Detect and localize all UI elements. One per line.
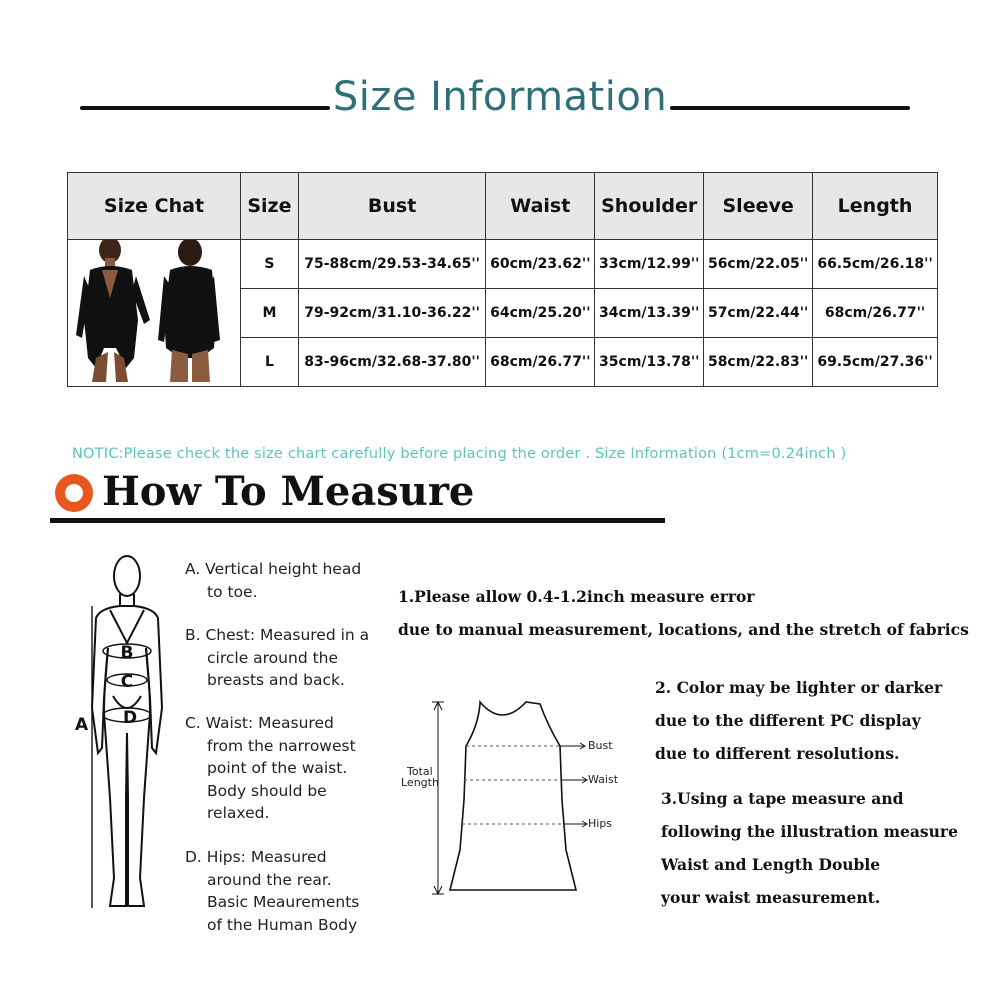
cell-size: L — [241, 338, 299, 387]
label-b: B — [120, 643, 134, 663]
step-d-rest: around the rear. Basic Meaurements of the Human Body — [207, 870, 360, 934]
header-length: Length — [813, 173, 938, 240]
cell-shoulder: 34cm/13.39'' — [595, 289, 704, 338]
cell-size: M — [241, 289, 299, 338]
bust-label: Bust — [588, 739, 613, 752]
note-1-line-2: due to manual measurement, locations, and the stretch of fabrics — [398, 620, 969, 639]
step-b-first: B. Chest: Measured in a — [185, 626, 370, 644]
note-2-line-3: due to different resolutions. — [655, 744, 900, 763]
cell-waist: 60cm/23.62'' — [486, 240, 595, 289]
how-to-measure-underline — [50, 518, 665, 523]
note-1-line-1: 1.Please allow 0.4-1.2inch measure error — [398, 587, 755, 606]
hips-label: Hips — [588, 817, 613, 830]
step-c-first: C. Waist: Measured — [185, 714, 334, 732]
notice-text: NOTIC:Please check the size chart carefully before placing the order . Size Information (1cm=0.24inch ) — [72, 446, 847, 462]
note-3-line-1: 3.Using a tape measure and — [661, 789, 904, 808]
note-3-line-3: Waist and Length Double — [661, 855, 881, 874]
dress-diagram — [398, 690, 630, 904]
header-bust: Bust — [298, 173, 486, 240]
table-row — [68, 240, 938, 289]
step-d-first: D. Hips: Measured — [185, 848, 327, 866]
how-to-measure-title: How To Measure — [102, 468, 475, 515]
table-header-row — [68, 173, 938, 240]
step-a — [185, 558, 385, 603]
size-table — [67, 172, 938, 387]
cell-waist: 68cm/26.77'' — [486, 338, 595, 387]
header-size: Size — [241, 173, 299, 240]
cell-sleeve: 57cm/22.44'' — [704, 289, 813, 338]
body-outline-figure — [70, 548, 180, 918]
page-title: Size Information — [332, 74, 668, 120]
cell-size: S — [241, 240, 299, 289]
label-d: D — [122, 708, 138, 728]
header-waist: Waist — [486, 173, 595, 240]
bodysuit-photo — [68, 240, 240, 382]
total-label-line-2: Length — [401, 776, 439, 789]
cell-bust: 75-88cm/29.53-34.65'' — [298, 240, 486, 289]
step-d — [185, 846, 385, 936]
step-c-rest: from the narrowest point of the waist. Body should be relaxed. — [207, 736, 356, 822]
label-a: A — [75, 715, 89, 735]
circle-bullet-icon — [55, 474, 93, 512]
step-a-first: A. Vertical height head — [185, 560, 362, 578]
note-3-line-2: following the illustration measure — [661, 822, 958, 841]
cell-bust: 79-92cm/31.10-36.22'' — [298, 289, 486, 338]
cell-length: 69.5cm/27.36'' — [813, 338, 938, 387]
note-2-line-2: due to the different PC display — [655, 711, 921, 730]
header-sleeve: Sleeve — [704, 173, 813, 240]
cell-sleeve: 58cm/22.83'' — [704, 338, 813, 387]
waist-label: Waist — [588, 773, 619, 786]
note-2-line-1: 2. Color may be lighter or darker — [655, 678, 943, 697]
step-a-rest: to toe. — [207, 582, 258, 601]
cell-shoulder: 33cm/12.99'' — [595, 240, 704, 289]
header-size-chat: Size Chat — [68, 173, 241, 240]
step-b-rest: circle around the breasts and back. — [207, 648, 345, 689]
total-label-line-1: Total — [407, 765, 433, 778]
label-c: C — [120, 672, 134, 692]
cell-bust: 83-96cm/32.68-37.80'' — [298, 338, 486, 387]
header-shoulder: Shoulder — [595, 173, 704, 240]
cell-waist: 64cm/25.20'' — [486, 289, 595, 338]
cell-shoulder: 35cm/13.78'' — [595, 338, 704, 387]
product-photo — [68, 240, 241, 387]
cell-length: 66.5cm/26.18'' — [813, 240, 938, 289]
cell-length: 68cm/26.77'' — [813, 289, 938, 338]
step-c — [185, 712, 385, 825]
step-b — [185, 624, 385, 692]
note-3-line-4: your waist measurement. — [661, 888, 881, 907]
cell-sleeve: 56cm/22.05'' — [704, 240, 813, 289]
